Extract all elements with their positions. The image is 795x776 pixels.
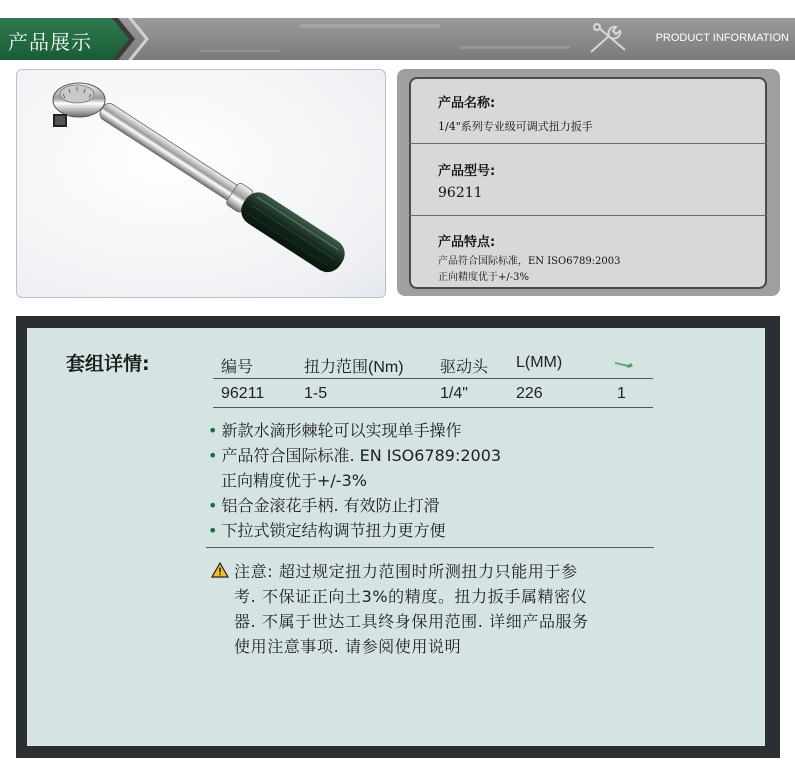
bullet-dot-icon: • — [208, 496, 218, 515]
product-feature-line: 正向精度优于+/-3% — [438, 272, 529, 283]
note-line: 注意: 超过规定扭力范围时所测扭力只能用于参 — [234, 562, 578, 581]
wrench-small-icon — [614, 358, 634, 370]
info-divider — [409, 215, 767, 216]
note-line: 考. 不保证正向土3%的精度。扭力扳手属精密仪 — [234, 587, 588, 606]
table-rule — [213, 378, 653, 379]
product-feature-label: 产品特点: — [438, 235, 496, 250]
product-feature-line: 产品符合国际标准，EN ISO6789:2003 — [438, 256, 621, 267]
table-cell: 226 — [516, 385, 543, 402]
notes-rule — [206, 547, 654, 548]
table-header-cell: 编号 — [221, 359, 254, 376]
table-cell: 96211 — [221, 385, 265, 402]
feature-bullet: • 新款水滴形棘轮可以实现单手操作 — [208, 421, 462, 440]
table-rule — [213, 407, 653, 408]
product-model-label: 产品型号: — [438, 164, 496, 179]
bullet-dot-icon: • — [208, 521, 218, 540]
bullet-dot-icon: • — [208, 421, 218, 440]
note-line: 使用注意事项. 请参阅使用说明 — [234, 637, 462, 656]
note-line: 器. 不属于世达工具终身保用范围. 详细产品服务 — [234, 612, 589, 631]
details-title: 套组详情: — [66, 353, 150, 375]
feature-bullet: • 铝合金滚花手柄. 有效防止打滑 — [208, 496, 440, 515]
feature-bullet-continuation: 正向精度优于+/-3% — [221, 471, 367, 490]
table-cell: 1/4" — [440, 385, 468, 402]
section-title: 产品展示 — [8, 30, 92, 54]
table-header-cell: 扭力范围(Nm) — [304, 359, 404, 376]
table-header-cell: 驱动头 — [440, 359, 489, 376]
header-right-text: PRODUCT INFORMATION — [655, 32, 789, 44]
warning-icon — [211, 562, 229, 578]
wrench-icon — [585, 22, 631, 56]
table-header-cell: L(MM) — [516, 354, 563, 371]
table-cell: 1-5 — [304, 385, 328, 402]
product-model-value: 96211 — [438, 185, 483, 201]
feature-bullet: • 下拉式锁定结构调节扭力更方便 — [208, 521, 446, 540]
product-image — [16, 69, 386, 298]
torque-wrench-illustration — [17, 70, 385, 297]
header-banner — [0, 18, 795, 60]
table-cell: 1 — [617, 385, 626, 402]
product-name-label: 产品名称: — [438, 96, 496, 111]
bullet-dot-icon: • — [208, 446, 218, 465]
product-name-value: 1/4"系列专业级可调式扭力扳手 — [438, 120, 593, 133]
info-divider — [409, 143, 767, 144]
feature-bullet: • 产品符合国际标准. EN ISO6789:2003 — [208, 446, 502, 465]
